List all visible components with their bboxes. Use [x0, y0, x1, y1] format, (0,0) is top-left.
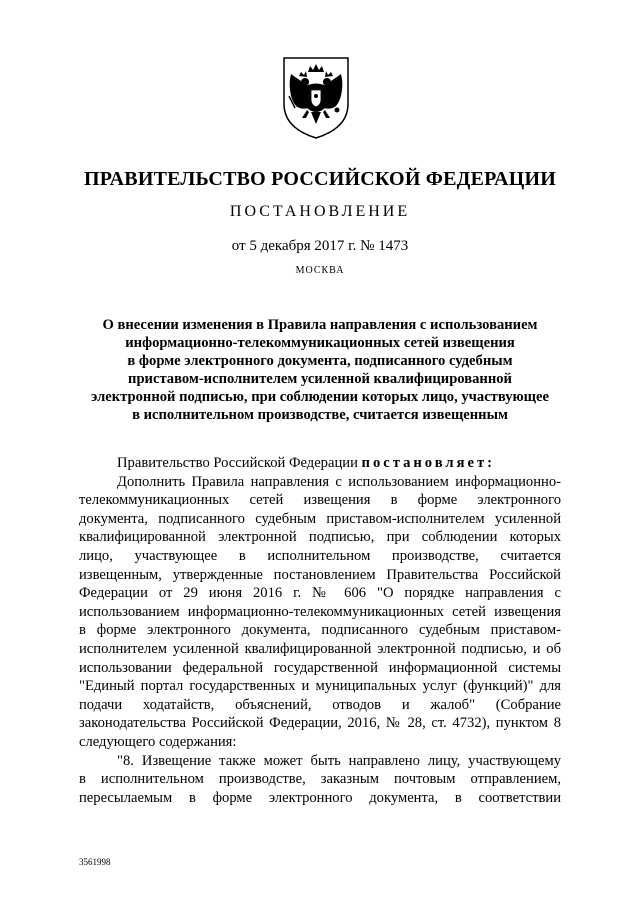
intro-line	[79, 454, 561, 473]
title-line: в форме электронного документа, подписанного судебным	[127, 353, 513, 369]
body-line: извещенным, утвержденные постановлением Правительства Российской	[79, 566, 561, 583]
organization-name: ПРАВИТЕЛЬСТВО РОССИЙСКОЙ ФЕДЕРАЦИИ	[84, 168, 556, 190]
document-body	[79, 454, 561, 807]
document-title	[60, 316, 580, 424]
intro-prefix: Правительство Российской Федерации	[117, 455, 358, 471]
intro-emphasis: постановляет:	[361, 455, 495, 471]
city-name: МОСКВА	[295, 265, 345, 276]
body-line: "8. Извещение также может быть направлено лицу, участвующему	[117, 752, 561, 769]
body-line: "Единый портал государственных и муниципальных услуг (функций)" для	[79, 678, 561, 695]
document-type: ПОСТАНОВЛЕНИЕ	[229, 203, 411, 220]
body-line: лицо, участвующее в исполнительном производстве, считается	[79, 547, 561, 564]
body-line: пересылаемым в форме электронного документа, в соответствии	[79, 789, 561, 806]
title-line: информационно-телекоммуникационных сетей извещения	[125, 335, 515, 351]
title-line: электронной подписью, при соблюдении которых лицо, участвующее	[91, 389, 549, 405]
body-line: использовании федеральной государственной информационной системы	[79, 659, 561, 676]
body-line: квалифицированной электронной подписью, при соблюдении которых	[79, 529, 561, 546]
body-line: в форме электронного документа, подписанного судебным приставом-	[79, 622, 561, 639]
body-line: документа, подписанного судебным приставом-исполнителем усиленной	[79, 510, 561, 527]
title-line: приставом-исполнителем усиленной квалифицированной	[128, 371, 512, 387]
body-line: подачи ходатайств, объяснений, отводов и жалоб" (Собрание	[79, 696, 561, 713]
body-line: Федерации от 29 июня 2016 г. № 606 "О порядке направления с	[79, 585, 561, 602]
date-and-number: от 5 декабря 2017 г. № 1473	[231, 238, 409, 254]
body-line: исполнителем усиленной квалифицированной электронной подписью, и об	[79, 640, 561, 657]
body-line: следующего содержания:	[79, 733, 237, 750]
title-line: в исполнительном производстве, считается извещенным	[132, 407, 508, 423]
body-line: использованием информационно-телекоммуникационных сетей извещения	[79, 603, 561, 620]
document-registry-number: 3561998	[79, 857, 111, 867]
title-line: О внесении изменения в Правила направления с использованием	[102, 317, 538, 333]
state-emblem-icon	[271, 52, 361, 142]
body-line: телекоммуникационных сетей извещения в форме электронного	[79, 492, 561, 509]
body-line: законодательства Российской Федерации, 2016, № 28, ст. 4732), пунктом 8	[79, 715, 561, 732]
body-line: в исполнительном производстве, заказным почтовым отправлением,	[79, 771, 561, 788]
body-line: Дополнить Правила направления с использованием информационно-	[117, 473, 561, 490]
